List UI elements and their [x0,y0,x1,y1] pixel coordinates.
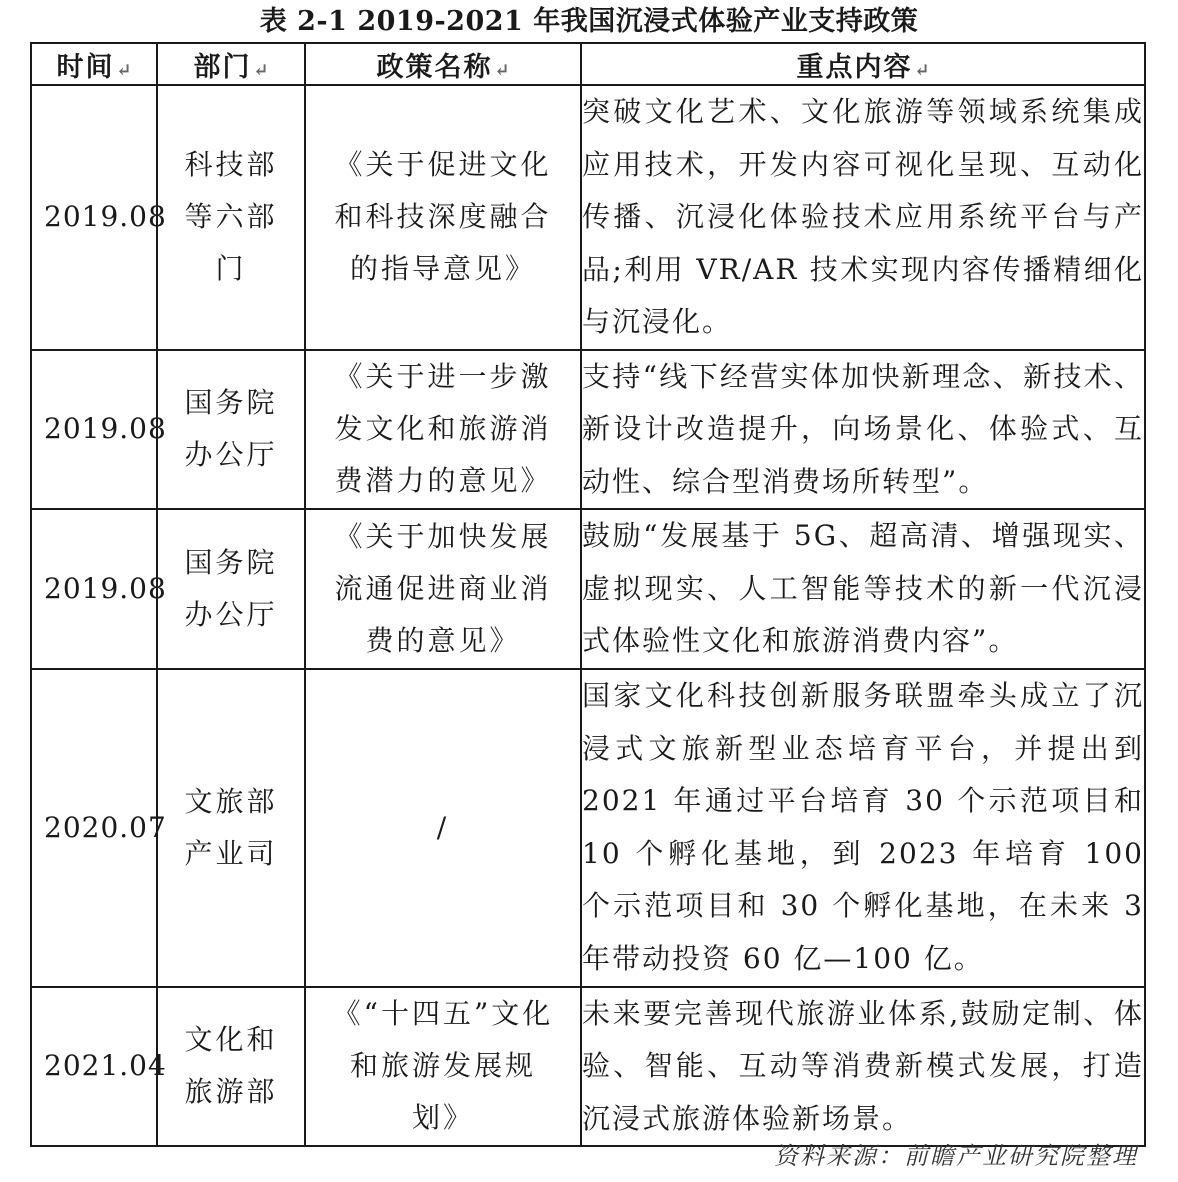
dept-cell: 文化和旅游部 [157,987,305,1147]
time-cell: 2021.04 [31,987,157,1147]
table-row [31,987,1145,1147]
dept-cell: 科技部等六部门 [157,85,305,350]
key-content-cell: 鼓励“发展基于 5G、超高清、增强现实、虚拟现实、人工智能等技术的新一代沉浸式体验性文化和旅游消费内容”。 [581,509,1145,669]
time-cell: 2020.07 [31,669,157,987]
table-row [31,85,1145,350]
header-name: 政策名称 ↵ [305,43,581,85]
time-cell: 2019.08 [31,350,157,510]
time-cell: 2019.08 [31,85,157,350]
table-title: 表 2-1 2019-2021 年我国沉浸式体验产业支持政策 [259,6,919,37]
header-key: 重点内容 ↵ [581,43,1145,85]
header-time: 时间 ↵ [31,43,157,85]
policy-name-cell: / [305,669,581,987]
time-cell: 2019.08 [31,509,157,669]
key-content-cell: 突破文化艺术、文化旅游等领域系统集成应用技术，开发内容可视化呈现、互动化传播、沉浸化体验技术应用系统平台与产品;利用 VR/AR 技术实现内容传播精细化与沉浸化。 [581,85,1145,350]
key-content-cell: 支持“线下经营实体加快新理念、新技术、新设计改造提升，向场景化、体验式、互动性、综合型消费场所转型”。 [581,350,1145,510]
key-content-cell: 未来要完善现代旅游业体系,鼓励定制、体验、智能、互动等消费新模式发展，打造沉浸式旅游体验新场景。 [581,987,1145,1147]
header-dept: 部门 ↵ [157,43,305,85]
dept-cell: 国务院办公厅 [157,509,305,669]
policy-table [30,42,1146,1147]
table-row [31,509,1145,669]
policy-name-cell: 《关于加快发展流通促进商业消费的意见》 [305,509,581,669]
source-note: 资料来源：前瞻产业研究院整理 [774,1142,1138,1170]
dept-cell: 文旅部产业司 [157,669,305,987]
table-row [31,350,1145,510]
policy-name-cell: 《关于进一步激发文化和旅游消费潜力的意见》 [305,350,581,510]
policy-name-cell: 《“十四五”文化和旅游发展规划》 [305,987,581,1147]
dept-cell: 国务院办公厅 [157,350,305,510]
header-row [31,43,1145,85]
table-row [31,669,1145,987]
key-content-cell: 国家文化科技创新服务联盟牵头成立了沉浸式文旅新型业态培育平台，并提出到 2021 年通过平台培育 30 个示范项目和 10 个孵化基地，到 2023 年培育 100 个示范项目和 30 个孵化基地，在未来 3 年带动投资 60 亿—100 亿。 [581,669,1145,987]
policy-name-cell: 《关于促进文化和科技深度融合的指导意见》 [305,85,581,350]
